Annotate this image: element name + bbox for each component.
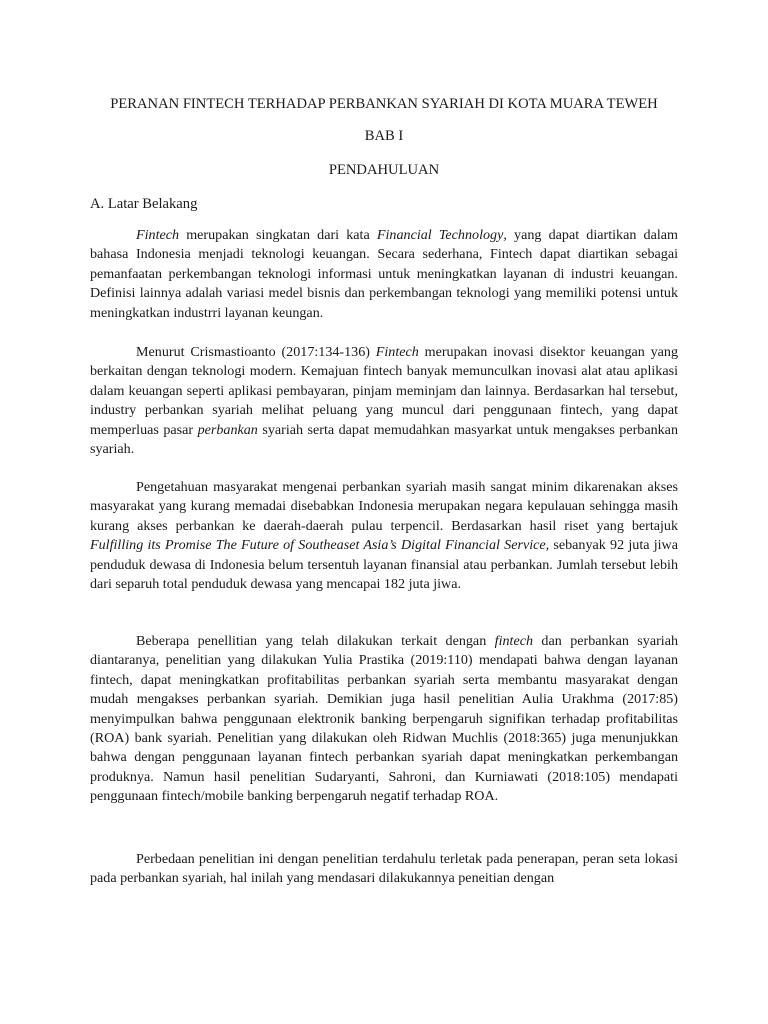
- paragraph-3: [90, 478, 678, 594]
- paragraph-segment: , yang dapat diartikan dalam bahasa Indonesia menjadi teknologi keuangan. Secara sederhana, Fintech dapat diartikan sebagai pemanfaatan perkembangan teknologi informasi untuk meningkatkan layanan di industri keuangan. Definisi lainnya adalah variasi medel bisnis dan perkembangan teknologi yang memiliki potensi untuk meningkatkan industrri layanan keungan.: [90, 227, 678, 321]
- paragraph-segment: Fintech: [375, 344, 419, 360]
- paragraph-1: [90, 226, 678, 323]
- paragraph-segment: Pengetahuan masyarakat mengenai perbankan syariah masih sangat minim dikarenakan akses masyarakat yang kurang memadai disebabkan Indonesia merupakan negara kepulauan sehingga masih kurang akses perbankan ke daerah-daerah pulau terpencil. Berdasarkan hasil riset yang bertajuk: [90, 479, 678, 534]
- paragraph-segment: Perbedaan penelitian ini dengan penelitian terdahulu terletak pada penerapan, peran seta lokasi pada perbankan syariah, hal inilah yang mendasari dilakukannya peneitian dengan: [90, 851, 678, 887]
- paragraph-segment: sebanyak 92 juta jiwa penduduk dewasa di Indonesia belum tersentuh layanan finansial atau perbankan. Jumlah tersebut lebih dari separuh total penduduk dewasa yang mencapai 182 juta jiwa.: [90, 537, 678, 593]
- paragraph-segment: dan perbankan syariah diantaranya, penelitian yang dilakukan Yulia Prastika (2019:110) mendapati bahwa dengan layanan fintech, dapat meningkatkan profitabilitas perbankan syariah serta membantu masyarakat dengan mudah mengakses perbankan syariah. Demikian juga hasil penelitian Aulia Urakhma (2017:85) menyimpulkan bahwa penggunaan elektronik banking berpengaruh signifikan terhadap profitabilitas (ROA) bank syariah. Penelitian yang dilakukan oleh Ridwan Muchlis (2018:365) juga menunjukkan bahwa dengan penggunaan layanan fintech perbankan syariah dapat meningkatkan perkembangan produknya. Namun hasil penelitian Sudaryanti, Sahroni, dan Kurniawati (2018:105) mendapati penggunaan fintech/mobile banking berpengaruh negatif terhadap ROA.: [90, 633, 678, 805]
- chapter-title: PENDAHULUAN: [328, 162, 440, 178]
- document-title: PERANAN FINTECH TERHADAP PERBANKAN SYARIAH DI KOTA MUARA TEWEH: [110, 96, 658, 112]
- section-heading: A. Latar Belakang: [90, 196, 198, 212]
- paragraph-segment: merupakan inovasi disektor keuangan yang berkaitan dengan teknologi modern. Kemajuan fintech banyak memunculkan inovasi alat atau aplikasi dalam keuangan seperti aplikasi pembayaran, pinjam meminjam dan lainnya. Berdasarkan hal tersebut, industry perbankan syariah melihat peluang yang muncul dari penggunaan fintech, yang dapat memperluas pasar: [90, 344, 678, 438]
- paragraph-segment: perbankan: [197, 421, 258, 438]
- paragraph-segment: Beberapa penellitian yang telah dilakukan terkait dengan: [136, 633, 495, 649]
- paragraph-5: [90, 850, 678, 889]
- paragraph-segment: Fulfilling its Promise The Future of Southeaset Asia’s Digital Financial Service,: [90, 537, 550, 554]
- paragraph-segment: merupakan singkatan dari kata: [179, 227, 377, 243]
- paragraph-segment: Fintech: [136, 227, 180, 243]
- paragraph-segment: syariah serta dapat memudahkan masyarkat untuk mengakses perbankan syariah.: [90, 421, 678, 458]
- chapter-number: BAB I: [364, 128, 404, 144]
- paragraph-2: [90, 343, 678, 459]
- paragraph-segment: fintech: [494, 633, 534, 649]
- paragraph-segment: Menurut Crismastioanto (2017:134-136): [136, 344, 376, 360]
- paragraph-segment: Financial Technology: [376, 227, 504, 243]
- paragraph-4: [90, 632, 678, 807]
